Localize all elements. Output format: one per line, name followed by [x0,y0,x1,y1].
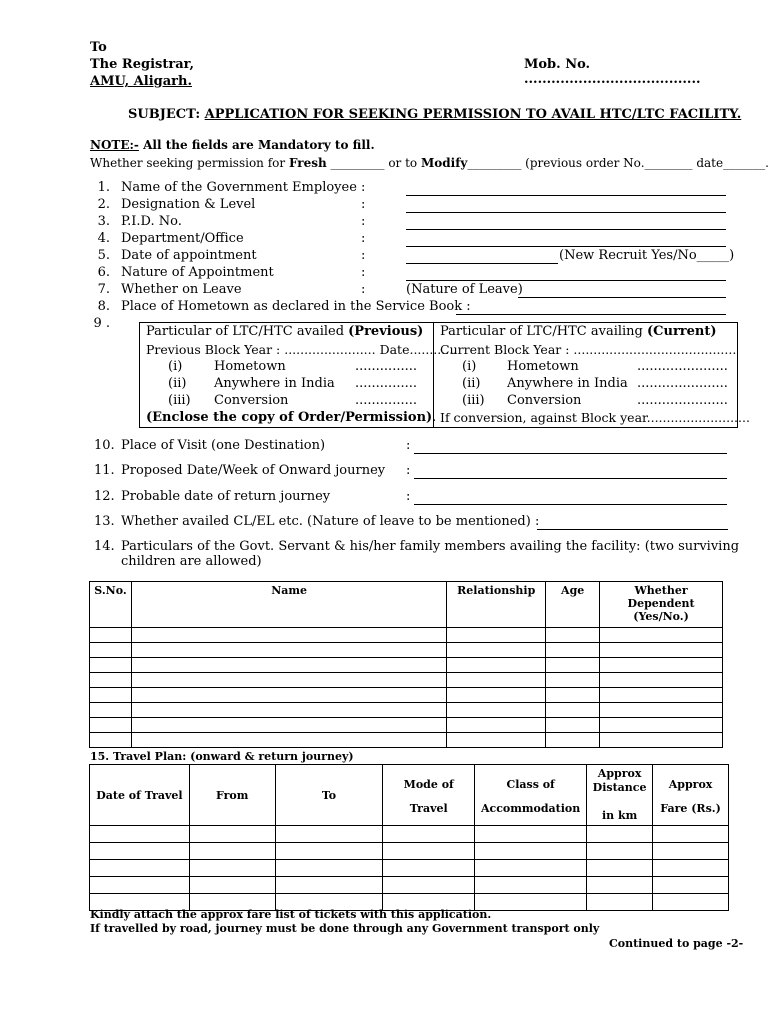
fresh-label: Fresh [288,156,327,170]
continued-page-note: Continued to page -2- [609,937,744,950]
previous-item-1-label: Hometown [214,359,286,374]
current-item-3-label: Conversion [507,393,582,408]
col-fare-1: Approx [668,778,713,791]
field-7-colon: : [361,282,366,297]
travel-plan-table [89,764,729,911]
note-label: NOTE:- [90,138,139,152]
current-block-year[interactable]: Current Block Year : ......................................... [440,342,737,357]
table-cell[interactable] [90,860,190,877]
table-cell[interactable] [90,718,132,733]
enclose-copy-text: (Enclose the copy of Order/Permission) [146,410,433,425]
table-cell[interactable] [131,703,446,718]
col-fare-2: Fare (Rs.) [660,802,721,815]
table-cell[interactable] [600,673,723,688]
table-cell[interactable] [275,826,383,843]
table-cell[interactable] [383,860,475,877]
table-cell[interactable] [587,877,653,894]
table-cell[interactable] [90,826,190,843]
previous-item-2-value[interactable]: ............... [355,376,417,391]
table-cell[interactable] [90,733,132,748]
table-cell[interactable] [90,877,190,894]
current-title-text: Particular of LTC/HTC availing [440,324,647,339]
col-class [475,765,587,826]
col-sno: S.No. [90,582,132,628]
travel-table-row [90,843,729,860]
family-table-row [90,643,723,658]
table-cell[interactable] [90,673,132,688]
new-recruit-option[interactable]: (New Recruit Yes/No_____) [559,248,735,263]
previous-item-1-value[interactable]: ............... [355,359,417,374]
table-cell[interactable] [600,733,723,748]
table-cell[interactable] [275,877,383,894]
table-cell[interactable] [546,673,600,688]
table-cell[interactable] [653,860,729,877]
col-from: From [189,765,275,826]
table-cell[interactable] [189,860,275,877]
current-item-2-num: (ii) [462,376,481,391]
col-name: Name [131,582,446,628]
field-8-num: 8. [97,299,110,314]
table-cell[interactable] [90,643,132,658]
field-6-colon: : [361,265,366,280]
field-11-blank[interactable] [414,478,727,479]
table-cell[interactable] [447,703,546,718]
table-cell[interactable] [600,643,723,658]
table-cell[interactable] [90,703,132,718]
fresh-modify-prompt: Whether seeking permission for [90,156,289,170]
table-cell[interactable] [131,718,446,733]
road-travel-note: If travelled by road, journey must be done through any Government transport only [90,922,600,935]
table-cell[interactable] [587,826,653,843]
field-10-colon: : [406,438,411,453]
field-7-num: 7. [97,282,110,297]
field-7-blank[interactable] [518,297,726,298]
field-4-colon: : [361,231,366,246]
field-13-num: 13. [94,514,115,529]
fare-list-note: Kindly attach the approx fare list of tickets with this application. [90,908,492,921]
field-8-blank[interactable] [456,314,726,315]
current-item-2-label: Anywhere in India [507,376,628,391]
table-cell[interactable] [383,826,475,843]
field-2-num: 2. [97,197,110,212]
family-members-table [89,581,723,748]
field-11-colon: : [406,463,411,478]
addressee-registrar: The Registrar, [90,57,195,72]
field-8-label: Place of Hometown as declared in the Service Book : [121,299,471,314]
previous-item-2-num: (ii) [168,376,187,391]
table-cell[interactable] [131,658,446,673]
note-text: All the fields are Mandatory to fill. [138,138,375,152]
table-cell[interactable] [131,628,446,643]
table-cell[interactable] [600,718,723,733]
travel-plan-title: 15. Travel Plan: (onward & return journey) [90,750,354,763]
field-10-blank[interactable] [414,453,727,454]
field-1-label: Name of the Government Employee [121,180,357,195]
field-5-num: 5. [97,248,110,263]
field-9-num: 9 . [93,316,110,331]
col-class-2: Accommodation [480,802,581,815]
previous-block-year[interactable]: Previous Block Year : ....................... Date............ [146,342,458,357]
table-cell[interactable] [475,843,587,860]
col-class-1: Class of [506,778,555,791]
field-11-label: Proposed Date/Week of Onward journey [121,463,386,478]
table-cell[interactable] [131,733,446,748]
field-1-colon: : [361,180,366,195]
table-cell[interactable] [275,843,383,860]
col-distance-3: in km [601,809,638,822]
addressee-to: To [90,40,107,55]
table-cell[interactable] [90,628,132,643]
family-table-header [90,582,723,628]
table-cell[interactable] [546,658,600,673]
col-distance-2: Distance [592,781,647,794]
travel-table-row [90,877,729,894]
note [90,138,375,152]
fresh-modify-line[interactable] [90,156,769,170]
col-distance [587,765,653,826]
field-3-colon: : [361,214,366,229]
field-3-num: 3. [97,214,110,229]
table-cell[interactable] [383,877,475,894]
modify-blank[interactable]: _________ (previous order No.________ date_______. [467,156,769,170]
field-3-label: P.I.D. No. [121,214,182,229]
table-cell[interactable] [131,643,446,658]
table-cell[interactable] [475,860,587,877]
field-14-num: 14. [94,539,115,554]
field-5-colon: : [361,248,366,263]
table-cell[interactable] [447,688,546,703]
col-date-of-travel: Date of Travel [90,765,190,826]
current-title [440,324,717,339]
travel-table-row [90,860,729,877]
addressee-address: AMU, Aligarh. [90,74,192,89]
table-cell[interactable] [653,843,729,860]
table-cell[interactable] [475,877,587,894]
table-cell[interactable] [475,826,587,843]
table-cell[interactable] [90,688,132,703]
table-cell[interactable] [587,894,653,911]
field-6-blank[interactable] [406,280,726,281]
previous-item-3-label: Conversion [214,393,289,408]
table-cell[interactable] [546,718,600,733]
field-6-num: 6. [97,265,110,280]
col-to: To [275,765,383,826]
table-cell[interactable] [447,628,546,643]
current-item-3-num: (iii) [462,393,485,408]
current-item-1-label: Hometown [507,359,579,374]
subject-text: APPLICATION FOR SEEKING PERMISSION TO AVAIL HTC/LTC FACILITY. [204,107,742,122]
family-table-row [90,688,723,703]
table-cell[interactable] [447,658,546,673]
table-cell[interactable] [447,643,546,658]
previous-item-1-num: (i) [168,359,183,374]
previous-item-3-value[interactable]: ............... [355,393,417,408]
field-2-blank[interactable] [406,212,726,213]
travel-table-row [90,826,729,843]
enclose-copy-note [146,410,436,425]
family-table-row [90,673,723,688]
table-cell[interactable] [600,688,723,703]
current-item-3-value[interactable]: ...................... [637,393,728,408]
table-cell[interactable] [131,673,446,688]
table-cell[interactable] [653,877,729,894]
field-10-label: Place of Visit (one Destination) [121,438,326,453]
col-distance-1: Approx [597,767,642,780]
col-mode-of-travel-2: Travel [409,802,448,815]
previous-title [146,324,423,339]
mobile-number-field[interactable]: Mob. No. ....................................... [524,57,701,87]
table-cell[interactable] [90,658,132,673]
previous-title-text: Particular of LTC/HTC availed [146,324,349,339]
field-7-label: Whether on Leave [121,282,242,297]
previous-item-3-num: (iii) [168,393,191,408]
field-6-label: Nature of Appointment [121,265,274,280]
family-table-row [90,628,723,643]
table-cell[interactable] [383,843,475,860]
table-cell[interactable] [447,673,546,688]
field-1-blank[interactable] [406,195,726,196]
table-cell[interactable] [189,826,275,843]
col-age: Age [546,582,600,628]
col-mode-of-travel [383,765,475,826]
table-cell[interactable] [447,733,546,748]
table-cell[interactable] [275,860,383,877]
field-2-colon: : [361,197,366,212]
field-14-line-2: children are allowed) [121,554,262,569]
table-cell[interactable] [653,826,729,843]
table-cell[interactable] [447,718,546,733]
table-cell[interactable] [600,658,723,673]
table-cell[interactable] [189,843,275,860]
enclose-copy-dot: . [432,410,437,425]
subject-prefix: SUBJECT: [128,107,201,122]
previous-title-bold: (Previous) [348,324,424,339]
col-relationship: Relationship [447,582,546,628]
table-cell[interactable] [90,843,190,860]
table-cell[interactable] [131,688,446,703]
current-item-1-value[interactable]: ...................... [637,359,728,374]
current-item-2-value[interactable]: ...................... [637,376,728,391]
field-3-blank[interactable] [406,229,726,230]
fresh-blank[interactable]: _________ or to [326,156,421,170]
field-13-label: Whether availed CL/EL etc. (Nature of leave to be mentioned) : [121,514,540,529]
current-title-bold: (Current) [647,324,717,339]
table-cell[interactable] [189,877,275,894]
field-4-label: Department/Office [121,231,244,246]
field-12-colon: : [406,489,411,504]
table-cell[interactable] [475,894,587,911]
table-cell[interactable] [653,894,729,911]
modify-label: Modify [420,156,468,170]
table-cell[interactable] [600,703,723,718]
family-table-row [90,733,723,748]
field-12-blank[interactable] [414,504,727,505]
nature-of-leave-label: (Nature of Leave) [406,282,523,297]
field-1-num: 1. [97,180,110,195]
family-table-row [90,718,723,733]
table-cell[interactable] [546,688,600,703]
field-4-num: 4. [97,231,110,246]
field-12-label: Probable date of return journey [121,489,331,504]
col-fare [653,765,729,826]
family-table-row [90,703,723,718]
field-2-label: Designation & Level [121,197,256,212]
family-table-row [90,658,723,673]
subject-line [128,107,741,122]
table-cell[interactable] [587,843,653,860]
table-cell[interactable] [546,703,600,718]
field-12-num: 12. [94,489,115,504]
conversion-block-year[interactable]: If conversion, against Block year.......................... [440,410,750,425]
col-mode-of-travel-1: Mode of [403,778,454,791]
field-11-num: 11. [94,463,115,478]
field-14-line-1: Particulars of the Govt. Servant & his/her family members availing the facility: (two surviving [121,539,740,554]
table-cell[interactable] [600,628,723,643]
table-cell[interactable] [546,733,600,748]
current-item-1-num: (i) [462,359,477,374]
field-5-label: Date of appointment [121,248,257,263]
field-10-num: 10. [94,438,115,453]
table-cell[interactable] [546,628,600,643]
table-cell[interactable] [587,860,653,877]
field-5-blank[interactable] [406,263,558,264]
field-4-blank[interactable] [406,246,726,247]
table-cell[interactable] [546,643,600,658]
field-13-blank[interactable] [537,529,728,530]
col-dependent: Whether Dependent (Yes/No.) [600,582,723,628]
travel-table-header [90,765,729,826]
previous-item-2-label: Anywhere in India [214,376,335,391]
